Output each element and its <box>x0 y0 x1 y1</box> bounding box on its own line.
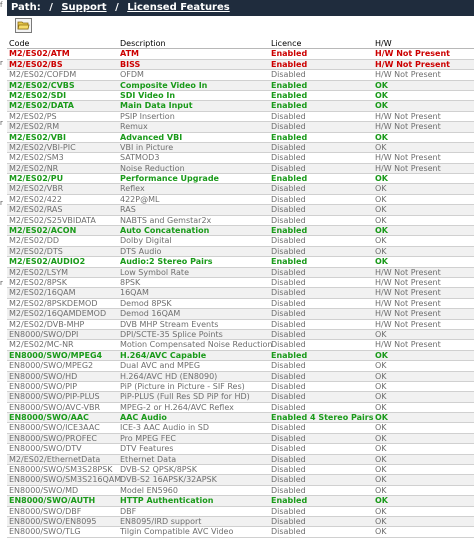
cell-code: EN8000/SWO/AVC-VBR <box>9 402 101 412</box>
table-row <box>7 372 474 382</box>
cell-code: M2/ES02/CVBS <box>9 80 75 90</box>
cell-description: Ethernet Data <box>120 454 177 464</box>
cell-code: M2/ES02/PU <box>9 174 64 184</box>
cell-licence: Disabled <box>271 153 306 163</box>
cell-hw: OK <box>375 506 387 516</box>
cell-hw: OK <box>375 485 387 495</box>
cell-hw: OK <box>375 371 387 381</box>
cell-hw: OK <box>375 350 388 360</box>
cell-description: Demod 8PSK <box>120 298 172 308</box>
table-row <box>7 486 474 496</box>
cell-code: M2/ES02/EthernetData <box>9 454 101 464</box>
cell-code: EN8000/SWO/DTV <box>9 444 82 454</box>
table-row <box>7 184 474 194</box>
column-header-description: Description <box>120 39 166 48</box>
cell-description: DPI/SCTE-35 Splice Points <box>120 329 223 339</box>
table-row <box>7 278 474 288</box>
cell-hw: H/W Not Present <box>375 70 441 80</box>
edge-glyph: r <box>0 119 3 127</box>
cell-hw: OK <box>375 475 387 485</box>
cell-description: Pro MPEG FEC <box>120 433 176 443</box>
cell-hw: OK <box>375 465 387 475</box>
cell-code: EN8000/SWO/MPEG4 <box>9 350 103 360</box>
open-folder-button[interactable] <box>15 18 32 33</box>
cell-hw: H/W Not Present <box>375 319 441 329</box>
table-row <box>7 423 474 433</box>
cell-licence: Disabled <box>271 277 306 287</box>
breadcrumb-licensed-features[interactable]: Licensed Features <box>127 2 230 13</box>
table-row <box>7 91 474 101</box>
table-row <box>7 475 474 485</box>
cell-code: M2/ES02/ATM <box>9 49 70 59</box>
column-header-hw: H/W <box>375 39 392 48</box>
cell-code: M2/ES02/LSYM <box>9 267 69 277</box>
cell-hw: H/W Not Present <box>375 277 441 287</box>
table-row <box>7 320 474 330</box>
cell-description: Model EN5960 <box>120 485 178 495</box>
cell-hw: H/W Not Present <box>375 309 441 319</box>
edge-glyph: r <box>0 279 3 287</box>
cell-description: H.264/AVC Capable <box>120 350 207 360</box>
cell-hw: OK <box>375 454 387 464</box>
open-folder-icon <box>17 20 30 31</box>
table-body <box>7 49 474 537</box>
cell-licence: Disabled <box>271 205 306 215</box>
cell-licence: Disabled <box>271 361 306 371</box>
cell-description: PSIP Insertion <box>120 111 175 121</box>
table-row <box>7 330 474 340</box>
cell-description: BISS <box>120 59 141 69</box>
table-row <box>7 444 474 454</box>
cell-licence: Disabled <box>271 70 306 80</box>
cell-hw: H/W Not Present <box>375 267 441 277</box>
table-row <box>7 507 474 517</box>
cell-description: Motion Compensated Noise Reduction <box>120 340 273 350</box>
table-row <box>7 122 474 132</box>
cell-code: M2/ES02/DTS <box>9 246 63 256</box>
table-row <box>7 205 474 215</box>
cell-licence: Disabled <box>271 122 306 132</box>
cell-code: M2/ES02/DD <box>9 236 60 246</box>
cell-hw: OK <box>375 142 387 152</box>
cell-hw: OK <box>375 194 387 204</box>
cell-licence: Disabled <box>271 163 306 173</box>
cell-description: Performance Upgrade <box>120 174 219 184</box>
cell-licence: Disabled <box>271 246 306 256</box>
cell-description: ICE-3 AAC Audio in SD <box>120 423 210 433</box>
cell-licence: Disabled <box>271 288 306 298</box>
cell-description: SDI Video In <box>120 90 176 100</box>
cell-code: EN8000/SWO/PROFEC <box>9 433 97 443</box>
cell-description: DVB-S2 QPSK/8PSK <box>120 465 197 475</box>
path-separator: / <box>49 2 53 13</box>
cell-description: Audio:2 Stereo Pairs <box>120 257 213 267</box>
cell-licence: Disabled <box>271 236 306 246</box>
cell-licence: Disabled <box>271 371 306 381</box>
cell-licence: Disabled <box>271 506 306 516</box>
cell-code: M2/ES02/PS <box>9 111 57 121</box>
table-header-row <box>7 39 474 49</box>
cell-licence: Disabled <box>271 402 306 412</box>
cell-description: HTTP Authentication <box>120 496 214 506</box>
cell-hw: OK <box>375 516 387 526</box>
cell-description: MPEG-2 or H.264/AVC Reflex <box>120 402 234 412</box>
cell-code: EN8000/SWO/EN8095 <box>9 516 97 526</box>
cell-hw: OK <box>375 246 387 256</box>
table-row <box>7 153 474 163</box>
cell-licence: Disabled <box>271 298 306 308</box>
cell-description: Advanced VBI <box>120 132 183 142</box>
cell-description: 422P@ML <box>120 194 160 204</box>
table-row <box>7 351 474 361</box>
cell-description: OFDM <box>120 70 144 80</box>
cell-hw: OK <box>375 80 388 90</box>
cell-licence: Disabled <box>271 194 306 204</box>
cell-licence: Enabled <box>271 101 308 111</box>
cell-description: SATMOD3 <box>120 153 160 163</box>
cell-code: M2/ES02/8PSKDEMOD <box>9 298 98 308</box>
table-row <box>7 143 474 153</box>
cell-description: PiP-PLUS (Full Res SD PiP for HD) <box>120 392 250 402</box>
cell-description: AAC Audio <box>120 413 167 423</box>
cell-licence: Enabled <box>271 226 308 236</box>
cell-hw: OK <box>375 361 387 371</box>
licensed-features-table <box>7 39 474 537</box>
table-row <box>7 496 474 506</box>
cell-licence: Disabled <box>271 475 306 485</box>
cell-hw: H/W Not Present <box>375 49 450 59</box>
cell-description: Auto Concatenation <box>120 226 210 236</box>
cell-code: EN8000/SWO/SM3S28PSK <box>9 465 113 475</box>
cell-description: Main Data Input <box>120 101 193 111</box>
cell-code: EN8000/SWO/SM3S216QAM <box>9 475 122 485</box>
cell-code: M2/ES02/8PSK <box>9 277 67 287</box>
table-row <box>7 527 474 537</box>
cell-code: M2/ES02/AUDIO2 <box>9 257 86 267</box>
cell-description: 8PSK <box>120 277 141 287</box>
cell-hw: H/W Not Present <box>375 288 441 298</box>
cell-code: M2/ES02/DATA <box>9 101 74 111</box>
breadcrumb-support[interactable]: Support <box>61 2 107 13</box>
column-header-code: Code <box>9 39 30 48</box>
cell-code: EN8000/SWO/PIP <box>9 381 78 391</box>
cell-description: 16QAM <box>120 288 149 298</box>
cell-description: VBI in Picture <box>120 142 174 152</box>
cell-hw: OK <box>375 444 387 454</box>
table-row <box>7 455 474 465</box>
cell-description: Low Symbol Rate <box>120 267 189 277</box>
column-header-licence: Licence <box>271 39 302 48</box>
table-row <box>7 268 474 278</box>
cell-description: Demod 16QAM <box>120 309 181 319</box>
cell-hw: OK <box>375 381 387 391</box>
cell-hw: H/W Not Present <box>375 111 441 121</box>
edge-glyph: r <box>0 199 3 207</box>
cell-hw: OK <box>375 184 387 194</box>
cell-licence: Disabled <box>271 454 306 464</box>
cell-code: M2/ES02/VBI-PIC <box>9 142 76 152</box>
cell-hw: OK <box>375 402 387 412</box>
cell-licence: Enabled <box>271 257 308 267</box>
cell-hw: H/W Not Present <box>375 340 441 350</box>
cell-licence: Disabled <box>271 423 306 433</box>
cell-description: Composite Video In <box>120 80 208 90</box>
table-row <box>7 70 474 80</box>
table-row <box>7 340 474 350</box>
cell-description: Tilgin Compatible AVC Video <box>120 527 234 537</box>
cell-licence: Enabled 4 Stereo Pairs <box>271 413 374 423</box>
table-row <box>7 101 474 111</box>
cell-licence: Disabled <box>271 485 306 495</box>
cell-licence: Enabled <box>271 59 308 69</box>
cell-licence: Disabled <box>271 184 306 194</box>
cell-code: EN8000/SWO/ICE3AAC <box>9 423 100 433</box>
cell-code: EN8000/SWO/HD <box>9 371 78 381</box>
cell-code: M2/ES02/ACON <box>9 226 77 236</box>
cell-licence: Disabled <box>271 329 306 339</box>
cell-code: M2/ES02/MC-NR <box>9 340 74 350</box>
table-row <box>7 174 474 184</box>
cell-hw: OK <box>375 215 387 225</box>
table-row <box>7 164 474 174</box>
cell-code: M2/ES02/422 <box>9 194 62 204</box>
cell-licence: Enabled <box>271 80 308 90</box>
table-row <box>7 81 474 91</box>
cell-licence: Disabled <box>271 111 306 121</box>
cell-hw: OK <box>375 329 387 339</box>
cell-description: ATM <box>120 49 139 59</box>
cell-code: M2/ES02/16QAM <box>9 288 76 298</box>
table-row <box>7 403 474 413</box>
table-row <box>7 361 474 371</box>
cell-code: M2/ES02/BS <box>9 59 63 69</box>
cell-code: EN8000/SWO/MD <box>9 485 79 495</box>
cell-licence: Enabled <box>271 174 308 184</box>
table-row <box>7 49 474 59</box>
cell-description: PiP (Picture in Picture - SIF Res) <box>120 381 245 391</box>
cell-code: EN8000/SWO/AUTH <box>9 496 96 506</box>
cell-description: DVB MHP Stream Events <box>120 319 219 329</box>
cell-code: M2/ES02/16QAMDEMOD <box>9 309 107 319</box>
cell-code: M2/ES02/RM <box>9 122 60 132</box>
table-row <box>7 382 474 392</box>
table-row <box>7 112 474 122</box>
cell-hw: OK <box>375 257 388 267</box>
cell-hw: OK <box>375 205 387 215</box>
cell-hw: H/W Not Present <box>375 59 450 69</box>
cell-licence: Enabled <box>271 496 308 506</box>
cell-description: DVB-S2 16APSK/32APSK <box>120 475 217 485</box>
cell-hw: OK <box>375 101 388 111</box>
cell-description: Dolby Digital <box>120 236 172 246</box>
cell-hw: OK <box>375 236 387 246</box>
table-row <box>7 288 474 298</box>
table-row <box>7 257 474 267</box>
table-row <box>7 195 474 205</box>
cell-hw: OK <box>375 496 388 506</box>
cell-licence: Disabled <box>271 392 306 402</box>
cell-licence: Disabled <box>271 381 306 391</box>
cell-code: M2/ES02/NR <box>9 163 59 173</box>
cell-hw: H/W Not Present <box>375 163 441 173</box>
cell-licence: Disabled <box>271 516 306 526</box>
cell-licence: Disabled <box>271 340 306 350</box>
cell-licence: Disabled <box>271 444 306 454</box>
cell-description: DTV Features <box>120 444 174 454</box>
cell-hw: OK <box>375 392 387 402</box>
cell-code: M2/ES02/S25VBIDATA <box>9 215 96 225</box>
table-row <box>7 413 474 423</box>
edge-glyph: r <box>0 59 3 67</box>
cell-hw: OK <box>375 527 387 537</box>
cell-description: NABTS and Gemstar2x <box>120 215 212 225</box>
cell-licence: Disabled <box>271 527 306 537</box>
cell-licence: Enabled <box>271 132 308 142</box>
cell-hw: OK <box>375 226 388 236</box>
cell-hw: OK <box>375 433 387 443</box>
cell-description: DTS Audio <box>120 246 162 256</box>
cell-hw: OK <box>375 174 388 184</box>
cell-licence: Disabled <box>271 433 306 443</box>
cell-licence: Disabled <box>271 142 306 152</box>
cell-description: Remux <box>120 122 148 132</box>
path-bar <box>7 0 474 16</box>
table-row <box>7 133 474 143</box>
cell-code: EN8000/SWO/DBF <box>9 506 82 516</box>
cell-code: EN8000/SWO/PIP-PLUS <box>9 392 100 402</box>
cell-description: DBF <box>120 506 137 516</box>
cell-hw: OK <box>375 90 388 100</box>
cell-code: M2/ES02/SDI <box>9 90 67 100</box>
cell-licence: Enabled <box>271 49 308 59</box>
cell-code: M2/ES02/SM3 <box>9 153 64 163</box>
cell-hw: H/W Not Present <box>375 298 441 308</box>
path-separator: / <box>115 2 119 13</box>
table-row <box>7 299 474 309</box>
cell-hw: OK <box>375 132 388 142</box>
cell-code: M2/ES02/COFDM <box>9 70 77 80</box>
cell-hw: OK <box>375 423 387 433</box>
table-row <box>7 465 474 475</box>
cell-licence: Disabled <box>271 215 306 225</box>
table-row <box>7 517 474 527</box>
cell-licence: Disabled <box>271 267 306 277</box>
table-row <box>7 60 474 70</box>
cell-licence: Enabled <box>271 350 308 360</box>
cell-code: EN8000/SWO/DPI <box>9 329 79 339</box>
cell-code: EN8000/SWO/AAC <box>9 413 89 423</box>
table-row <box>7 236 474 246</box>
table-row <box>7 392 474 402</box>
cell-licence: Disabled <box>271 309 306 319</box>
table-row <box>7 216 474 226</box>
cell-description: EN8095/IRD support <box>120 516 202 526</box>
cell-licence: Disabled <box>271 465 306 475</box>
table-row <box>7 434 474 444</box>
table-row <box>7 226 474 236</box>
path-label: Path: <box>11 2 41 13</box>
cell-code: M2/ES02/DVB-MHP <box>9 319 85 329</box>
cell-code: M2/ES02/RAS <box>9 205 63 215</box>
cell-hw: H/W Not Present <box>375 122 441 132</box>
cell-code: EN8000/SWO/MPEG2 <box>9 361 94 371</box>
cell-hw: OK <box>375 413 388 423</box>
cell-description: RAS <box>120 205 136 215</box>
cell-licence: Enabled <box>271 90 308 100</box>
cell-description: Noise Reduction <box>120 163 185 173</box>
cell-code: M2/ES02/VBI <box>9 132 66 142</box>
toolbar <box>7 16 474 39</box>
cell-licence: Disabled <box>271 319 306 329</box>
cell-code: M2/ES02/VBR <box>9 184 64 194</box>
cell-description: Reflex <box>120 184 145 194</box>
edge-glyph: f <box>0 1 3 9</box>
table-row <box>7 247 474 257</box>
cell-code: EN8000/SWO/TLG <box>9 527 81 537</box>
cell-description: Dual AVC and MPEG <box>120 361 201 371</box>
cell-hw: H/W Not Present <box>375 153 441 163</box>
table-row <box>7 309 474 319</box>
cell-description: H.264/AVC HD (EN8090) <box>120 371 218 381</box>
